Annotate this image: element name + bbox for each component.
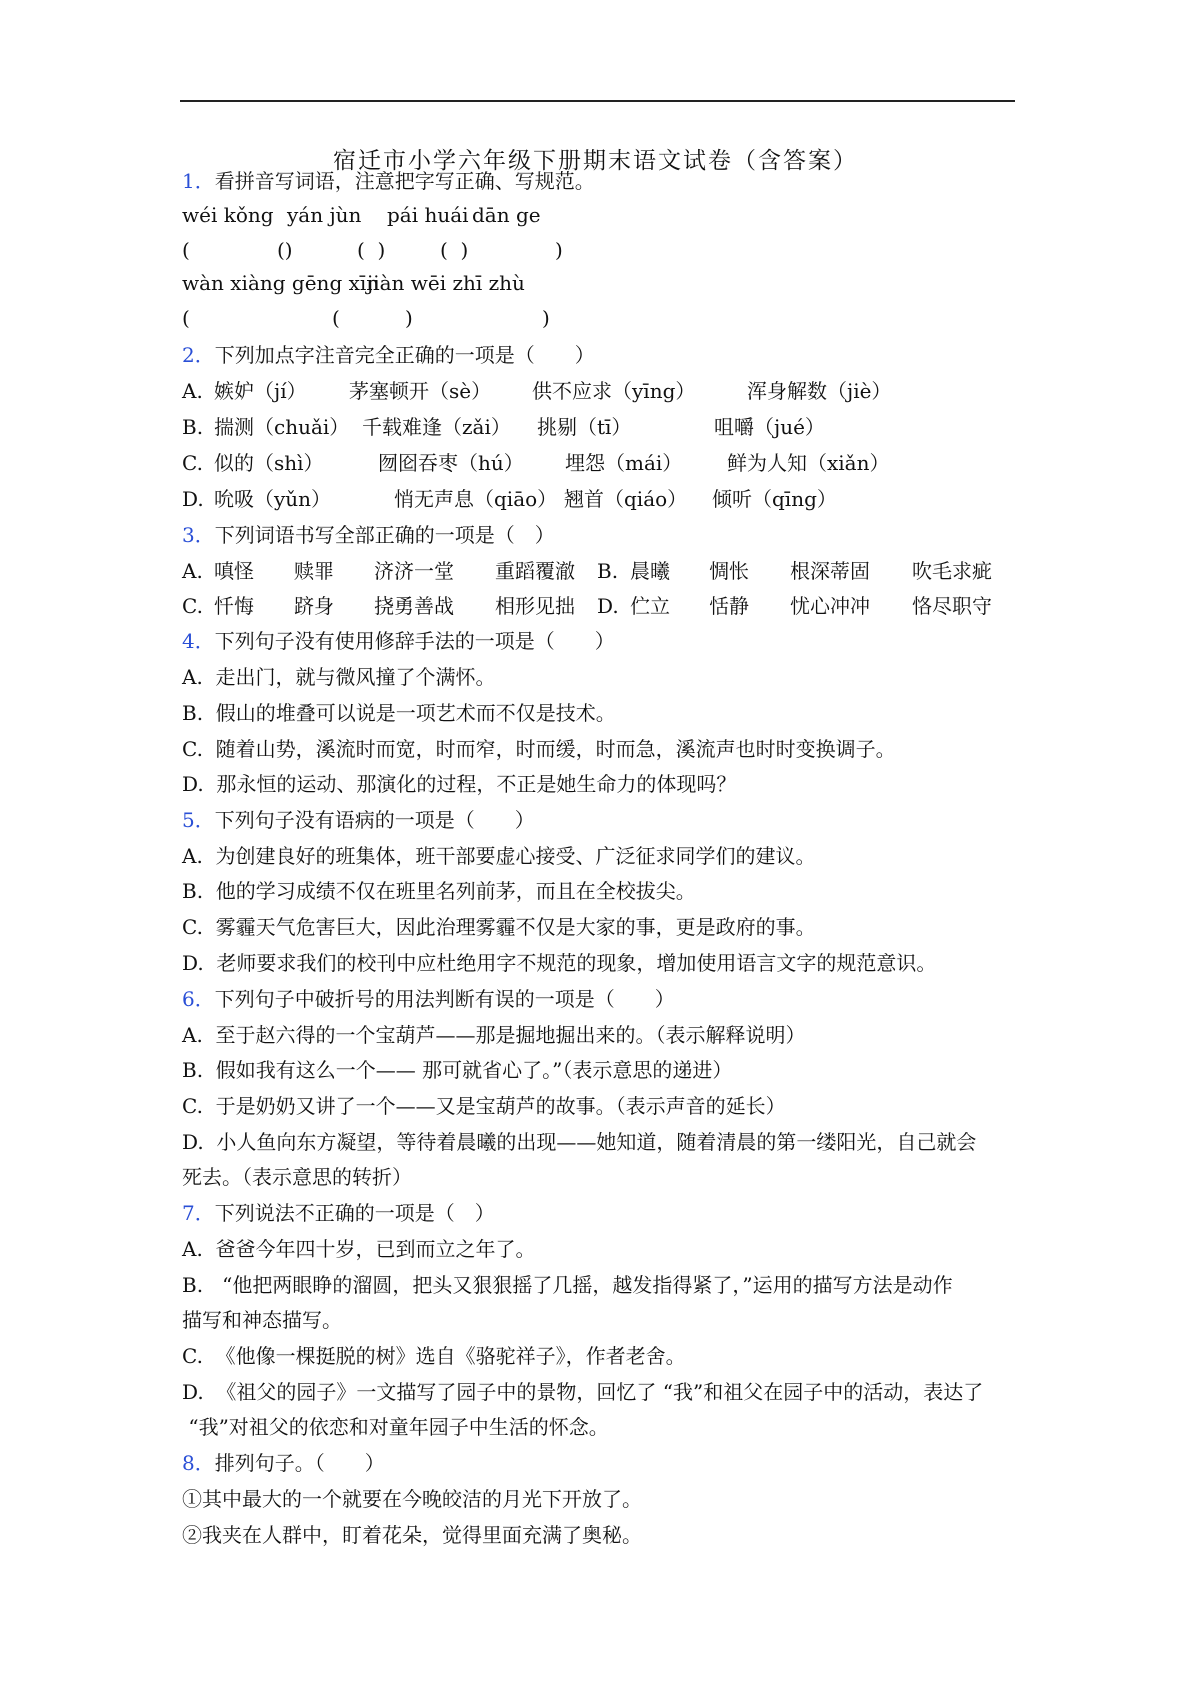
word: 恬静 bbox=[709, 594, 749, 618]
option-item: 浑身解数（jiè） bbox=[747, 379, 892, 403]
option-C: C. 雾霾天气危害巨大，因此治理雾霾不仅是大家的事，更是政府的事。 bbox=[182, 915, 816, 939]
option-item: 埋怨（mái） bbox=[565, 451, 683, 475]
option-B: B. 假山的堆叠可以说是一项艺术而不仅是技术。 bbox=[182, 701, 616, 725]
question-text: 下列句子没有语病的一项是（ ） bbox=[214, 808, 535, 832]
option-item: 倾听（qīng） bbox=[712, 487, 837, 511]
sentence-2: ②我夹在人群中，盯着花朵，觉得里面充满了奥秘。 bbox=[182, 1523, 642, 1547]
pinyin: wàn xiàng gēng xīn bbox=[182, 271, 380, 295]
option-A: A. 爸爸今年四十岁，已到而立之年了。 bbox=[182, 1237, 536, 1261]
question-4 bbox=[182, 628, 615, 654]
word: 忧心冲冲 bbox=[790, 594, 870, 618]
pinyin: yán jùn bbox=[287, 203, 362, 227]
option-A: A. 走出门，就与微风撞了个满怀。 bbox=[182, 665, 496, 689]
option-D: D. 老师要求我们的校刊中应杜绝用字不规范的现象，增加使用语言文字的规范意识。 bbox=[182, 951, 937, 975]
blank: ( bbox=[332, 306, 340, 330]
page-title: 宿迁市小学六年级下册期末语文试卷（含答案） bbox=[333, 148, 858, 174]
option-letter: A. bbox=[182, 559, 203, 583]
option-D: D. 那永恒的运动、那演化的过程，不正是她生命力的体现吗？ bbox=[182, 772, 737, 796]
question-text: 排列句子。（ ） bbox=[214, 1451, 385, 1475]
question-text: 下列句子没有使用修辞手法的一项是（ ） bbox=[214, 629, 615, 653]
option-item: 供不应求（yīng） bbox=[532, 379, 696, 403]
option-B: B. 假如我有这么一个—— 那可就省心了。”（表示意思的递进） bbox=[182, 1058, 733, 1082]
blank: ( ) bbox=[357, 238, 386, 262]
pinyin: wéi kǒng bbox=[182, 203, 274, 227]
option-C: C. 《他像一棵挺脱的树》选自《骆驼祥子》，作者老舍。 bbox=[182, 1344, 686, 1368]
question-number: 8． bbox=[182, 1451, 215, 1475]
option-B: B. “他把两眼睁的溜圆，把头又狠狠摇了几摇，越发指得紧了，”运用的描写方法是动作 bbox=[182, 1273, 953, 1297]
blank: () bbox=[277, 238, 293, 262]
word: 根深蒂固 bbox=[790, 559, 870, 583]
word: 嗔怪 bbox=[214, 559, 254, 583]
option-item: 囫囵吞枣（hú） bbox=[378, 451, 524, 475]
option-B: B. 他的学习成绩不仅在班里名列前茅，而且在全校拔尖。 bbox=[182, 879, 696, 903]
question-number: 3． bbox=[182, 523, 215, 547]
option-A: A. 为创建良好的班集体，班干部要虚心接受、广泛征求同学们的建议。 bbox=[182, 844, 816, 868]
word: 挠勇善战 bbox=[374, 594, 454, 618]
option-item: 挑剔（tī） bbox=[537, 415, 632, 439]
blank: ( ) bbox=[440, 238, 469, 262]
option-letter: A. bbox=[182, 379, 203, 403]
question-text: 下列词语书写全部正确的一项是（ ） bbox=[214, 523, 555, 547]
word: 济济一堂 bbox=[374, 559, 454, 583]
option-D: D. 《祖父的园子》一文描写了园子中的景物，回忆了 “我”和祖父在园子中的活动，表达了 bbox=[182, 1380, 984, 1404]
question-7 bbox=[182, 1200, 495, 1226]
option-item: 咀嚼（jué） bbox=[714, 415, 825, 439]
question-number: 4． bbox=[182, 629, 215, 653]
blank: ( bbox=[182, 238, 190, 262]
option-C: C. 于是奶奶又讲了一个——又是宝葫芦的故事。（表示声音的延长） bbox=[182, 1094, 786, 1118]
option-letter: B. bbox=[597, 559, 619, 583]
word: 忏悔 bbox=[214, 594, 254, 618]
word: 恪尽职守 bbox=[912, 594, 992, 618]
question-text: 下列加点字注音完全正确的一项是（ ） bbox=[214, 343, 595, 367]
question-number: 1． bbox=[182, 169, 215, 193]
question-number: 2． bbox=[182, 343, 215, 367]
option-D-continued: “我”对祖父的依恋和对童年园子中生活的怀念。 bbox=[182, 1415, 609, 1439]
question-1 bbox=[182, 168, 595, 194]
option-item: 吮吸（yǔn） bbox=[214, 487, 332, 511]
option-letter: C. bbox=[182, 451, 203, 475]
header-rule bbox=[180, 100, 1015, 102]
pinyin: jiàn wēi zhī zhù bbox=[367, 271, 525, 295]
question-number: 6． bbox=[182, 987, 215, 1011]
option-item: 千载难逢（zǎi） bbox=[362, 415, 511, 439]
blank: ( bbox=[182, 306, 190, 330]
option-letter: D. bbox=[597, 594, 619, 618]
question-text: 下列句子中破折号的用法判断有误的一项是（ ） bbox=[214, 987, 675, 1011]
question-number: 5． bbox=[182, 808, 215, 832]
pinyin: pái huái bbox=[387, 203, 469, 227]
word: 伫立 bbox=[630, 594, 670, 618]
option-D: D. 小人鱼向东方凝望，等待着晨曦的出现——她知道，随着清晨的第一缕阳光，自己就会 bbox=[182, 1130, 977, 1154]
blank: ) bbox=[405, 306, 413, 330]
word: 相形见拙 bbox=[495, 594, 575, 618]
question-2 bbox=[182, 342, 595, 368]
option-item: 揣测（chuǎi） bbox=[214, 415, 350, 439]
option-letter: D. bbox=[182, 487, 204, 511]
word: 吹毛求疵 bbox=[912, 559, 992, 583]
question-8 bbox=[182, 1450, 385, 1476]
question-text: 下列说法不正确的一项是（ ） bbox=[214, 1201, 495, 1225]
blank: ) bbox=[555, 238, 563, 262]
question-6 bbox=[182, 986, 675, 1012]
option-C: C. 随着山势，溪流时而宽，时而窄，时而缓，时而急，溪流声也时时变换调子。 bbox=[182, 737, 896, 761]
option-D-continued: 死去。（表示意思的转折） bbox=[182, 1165, 412, 1189]
option-item: 翘首（qiáo） bbox=[564, 487, 688, 511]
option-A: A. 至于赵六得的一个宝葫芦——那是掘地掘出来的。（表示解释说明） bbox=[182, 1023, 806, 1047]
option-item: 鲜为人知（xiǎn） bbox=[727, 451, 890, 475]
option-letter: B. bbox=[182, 415, 204, 439]
sentence-1: ①其中最大的一个就要在今晚皎洁的月光下开放了。 bbox=[182, 1487, 642, 1511]
word: 惆怅 bbox=[709, 559, 749, 583]
option-B-continued: 描写和神态描写。 bbox=[182, 1308, 342, 1332]
pinyin: dān ge bbox=[472, 203, 541, 227]
option-item: 嫉妒（jí） bbox=[214, 379, 307, 403]
word: 跻身 bbox=[294, 594, 334, 618]
blank: ) bbox=[542, 306, 550, 330]
question-text: 看拼音写词语，注意把字写正确、写规范。 bbox=[214, 169, 595, 193]
word: 重蹈覆澈 bbox=[495, 559, 575, 583]
word: 赎罪 bbox=[294, 559, 334, 583]
option-item: 似的（shì） bbox=[214, 451, 324, 475]
question-number: 7． bbox=[182, 1201, 215, 1225]
question-3 bbox=[182, 522, 555, 548]
question-5 bbox=[182, 807, 535, 833]
option-letter: C. bbox=[182, 594, 203, 618]
option-item: 茅塞顿开（sè） bbox=[349, 379, 492, 403]
word: 晨曦 bbox=[630, 559, 670, 583]
option-item: 悄无声息（qiāo） bbox=[394, 487, 558, 511]
